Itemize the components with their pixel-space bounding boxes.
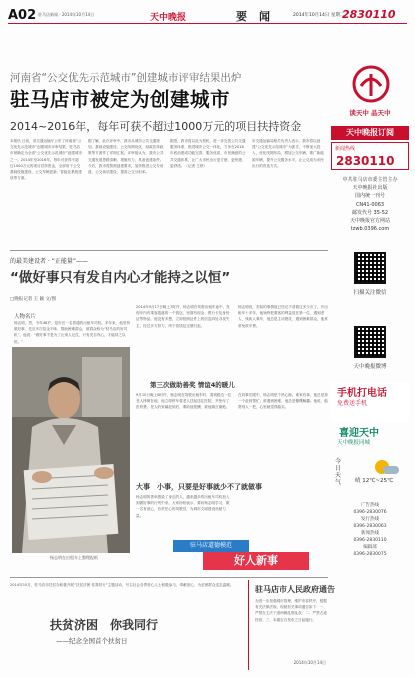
phone-ad	[331, 382, 409, 422]
contact-line: 0396-2830076	[353, 510, 387, 515]
hotline-label: 新闻热线	[335, 146, 356, 152]
weather-temperature: 晴 12℃~25℃	[355, 478, 394, 484]
poverty-relief-intro: 2014年10月，驻马店市扶贫办积极开展“扶贫济困 你我同行”主题活动，号召社会各界爱心人士积极参与，奉献爱心，为贫困群众送去温暖。	[10, 583, 234, 587]
hotline-number: 2830110	[336, 154, 395, 168]
org-line: 天中晚报社出版	[352, 185, 388, 192]
photo-caption: 杨志明在出租车上整理报纸	[50, 555, 98, 560]
feature-photo	[12, 347, 130, 553]
government-notice	[248, 580, 335, 670]
green-ad-title: 喜迎天中	[339, 428, 379, 439]
org-line: 国内统一刊号	[354, 193, 385, 200]
hotline-box	[331, 142, 409, 170]
green-ad-subtitle: 天中晚报同城	[337, 440, 371, 446]
feature-rule	[10, 250, 328, 251]
qr-weibo-label: 天中晚报微博	[353, 364, 387, 370]
contact-line: 0396-2830075	[353, 552, 387, 557]
feature-column-3: 杨志明说，类似的事情他已经记不清做过多少次了。开出租车十多年，他始终把乘客的利益放在第一位，遇到老人、残疾人乘车，他总是主动搀扶，遇到困难群众，他常常免收车费。	[238, 305, 328, 328]
header-phone: 2830110	[342, 8, 396, 21]
right-sidebar	[331, 64, 409, 670]
feature-column-4: 9月10日晚上8时许，杨志明在驾驶出租车时，看到路边一位老人摔倒在地，他立即停车将老人扶起送往医院，并垫付了医药费。老人的家属赶到后，要给他报酬，被他婉言谢绝。	[136, 393, 232, 410]
notice-title: 驻马店市人民政府通告	[255, 585, 335, 594]
lead-column-4: 市交通运输局相关负责人表示，我市将以创建“公交优先示范城市”为抓手，不断加大投入，优化线网布局，增加公交车辆，推广新能源车辆，提升公交服务水平，让公交成为市民出行的首选方式。	[252, 139, 324, 168]
org-line: CN41-0063	[355, 201, 385, 208]
feature-byline: □晚报记者 王 颖 文/图	[10, 297, 57, 302]
org-line: 中共驻马店市委主管主办	[342, 177, 398, 183]
contact-line: 发行热线	[361, 517, 379, 522]
photo-illustration	[12, 347, 130, 553]
feature-column-6: 杨志明的善举感染了身边的人，越来越多的出租车司机加入到做好事的行列中来。大家纷纷表示，要向杨志明学习，做一名有爱心、有责任心的驾驶员，为城市文明建设贡献力量。	[136, 495, 230, 518]
contact-line: 编辑部	[363, 545, 377, 550]
org-line: 天中晚报官方网站	[349, 218, 390, 225]
lead-kicker: 河南省“公交优先示范城市”创建城市评审结果出炉	[10, 72, 242, 84]
paper-logo-icon	[351, 64, 391, 104]
subscription-banner: 天中晚报订阅	[331, 126, 409, 140]
section-name: 要闻	[236, 10, 282, 23]
green-ad	[331, 422, 409, 450]
banner-blue-label: 驻马店道德模范	[173, 540, 249, 552]
contact-line: 0396-2830063	[353, 524, 387, 529]
page-header	[8, 8, 407, 56]
logo-slogan: 读天中 品天中	[349, 109, 391, 117]
bottom-rule	[10, 577, 328, 578]
phone-ad-subtitle: 免费送手机	[337, 400, 368, 407]
feature-kicker: 的最美建设者 · “正能量”——	[10, 258, 88, 265]
lead-column-3: 据悉，我市将以此为契机，进一步完善公共交通服务体系，推进城乡公交一体化，力争在2016年底前建成功能完善、服务优质、市民满意的公共交通体系，让广大市民出行更方便、更快捷、更舒适。（记者 王婷）	[170, 139, 246, 168]
section-code: A02	[8, 8, 37, 23]
lead-column-2: 据了解，此次评审中，我市从城市公共交通规划、基础设施建设、公交线网优化、财政扶持政策等方面作了详细汇报。评审组认为，我市公共交通发展思路清晰，措施有力，具备创建条件。今后，我市将按照创建要求，加快推进公交专用道、公交场站建设，提高公交分担率。	[88, 139, 164, 175]
feature-column-1: 杨志明，男，今年48岁，是市区一名普通的出租车司机。多年来，他坚持做好事，先后多次拾金不昧、帮助困难群众，被群众称为“驻马店的好司机”。他说：“做好事不是为了让别人记住，只有发自内心，才能持之以恒。”	[14, 321, 130, 344]
notice-date: 2014年10月14日	[293, 660, 326, 665]
contact-list	[331, 502, 409, 558]
feature-column-2: 2014年9月17日晚上7时许，杨志明在驾驶出租车途中，发现车内有乘客遗落的一个钱包，里面有现金、银行卡及身份证等物品。他没有多想，立即按照证件上的信息四处寻找失主，经过多方努力，终于将钱包完璧归赵。	[136, 305, 230, 328]
feature-subhead-2: 大事 小事，只要是好事就少不了就做事	[136, 483, 262, 491]
phone-ad-title: 手机打电话	[337, 388, 387, 399]
qr-code-wechat[interactable]	[354, 252, 386, 284]
cloud-icon	[383, 466, 399, 474]
lead-subhead: 2014~2016年，每年可获不超过1000万元的项目扶持资金	[10, 120, 302, 133]
notice-body: 为进一步加强城市管理，维护市容秩序，根据有关法律法规，现就有关事项通告如下：一、严禁在主次干道两侧乱堆乱放；二、严禁占道经营；三、本通告自发布之日起施行。	[255, 599, 327, 622]
header-rule	[8, 23, 407, 24]
paper-name: 天中晚报	[150, 13, 187, 23]
header-meta: 驻马店新闻 · 2014年10月14日	[38, 12, 95, 17]
weather-box	[331, 454, 409, 494]
poverty-relief-ad	[10, 580, 241, 670]
feature-title: “做好事只有发自内心才能持之以恒”	[10, 270, 231, 286]
lead-headline: 驻马店市被定为创建城市	[10, 88, 231, 111]
org-info	[331, 176, 409, 233]
contact-line: 新闻热线	[361, 531, 379, 536]
banner-red-label: 好人新事	[203, 552, 309, 570]
qr-wechat-label: 扫描关注微信	[353, 290, 387, 296]
qr-code-weibo[interactable]	[354, 326, 386, 358]
poverty-relief-title: 扶贫济困 你我同行	[50, 618, 159, 632]
weather-label: 今日天气	[335, 458, 342, 486]
good-people-banner	[173, 540, 313, 570]
org-line: tzwb.0396.com	[350, 226, 390, 233]
header-date: 2014年10月14日 星期二	[293, 13, 345, 18]
paper-logo	[331, 64, 409, 126]
feature-column-5: 在同事们眼中，杨志明是个热心肠。谁家有事，他总是第一个赶到帮忙；谁遇到困难，他总是慷慨解囊。他说，能帮别人一把，心里就觉得踏实。	[238, 393, 328, 410]
feature-profile-title: 人物名片	[14, 314, 37, 320]
contact-line: 0396-2830110	[353, 538, 387, 543]
feature-subhead-1: 第三次做助善奖 情谊4的暖儿	[150, 381, 235, 389]
contact-line: 广告热线	[361, 503, 379, 508]
org-line: 邮发代号 35-52	[351, 209, 389, 216]
lead-column-1: 本报讯 日前，省交通运输厅公布了河南省“公交优先示范城市”创建城市评审结果，驻马店市被确定为全省“公交优先示范城市”创建城市之一。2014年至2016年，每年可获得不超过1000万元的项目扶持资金，全部用于公交基础设施建设、公交车辆更新、智能化系统建设等方面。	[10, 139, 82, 181]
poverty-relief-subtitle: ——纪念全国首个扶贫日	[56, 637, 128, 645]
